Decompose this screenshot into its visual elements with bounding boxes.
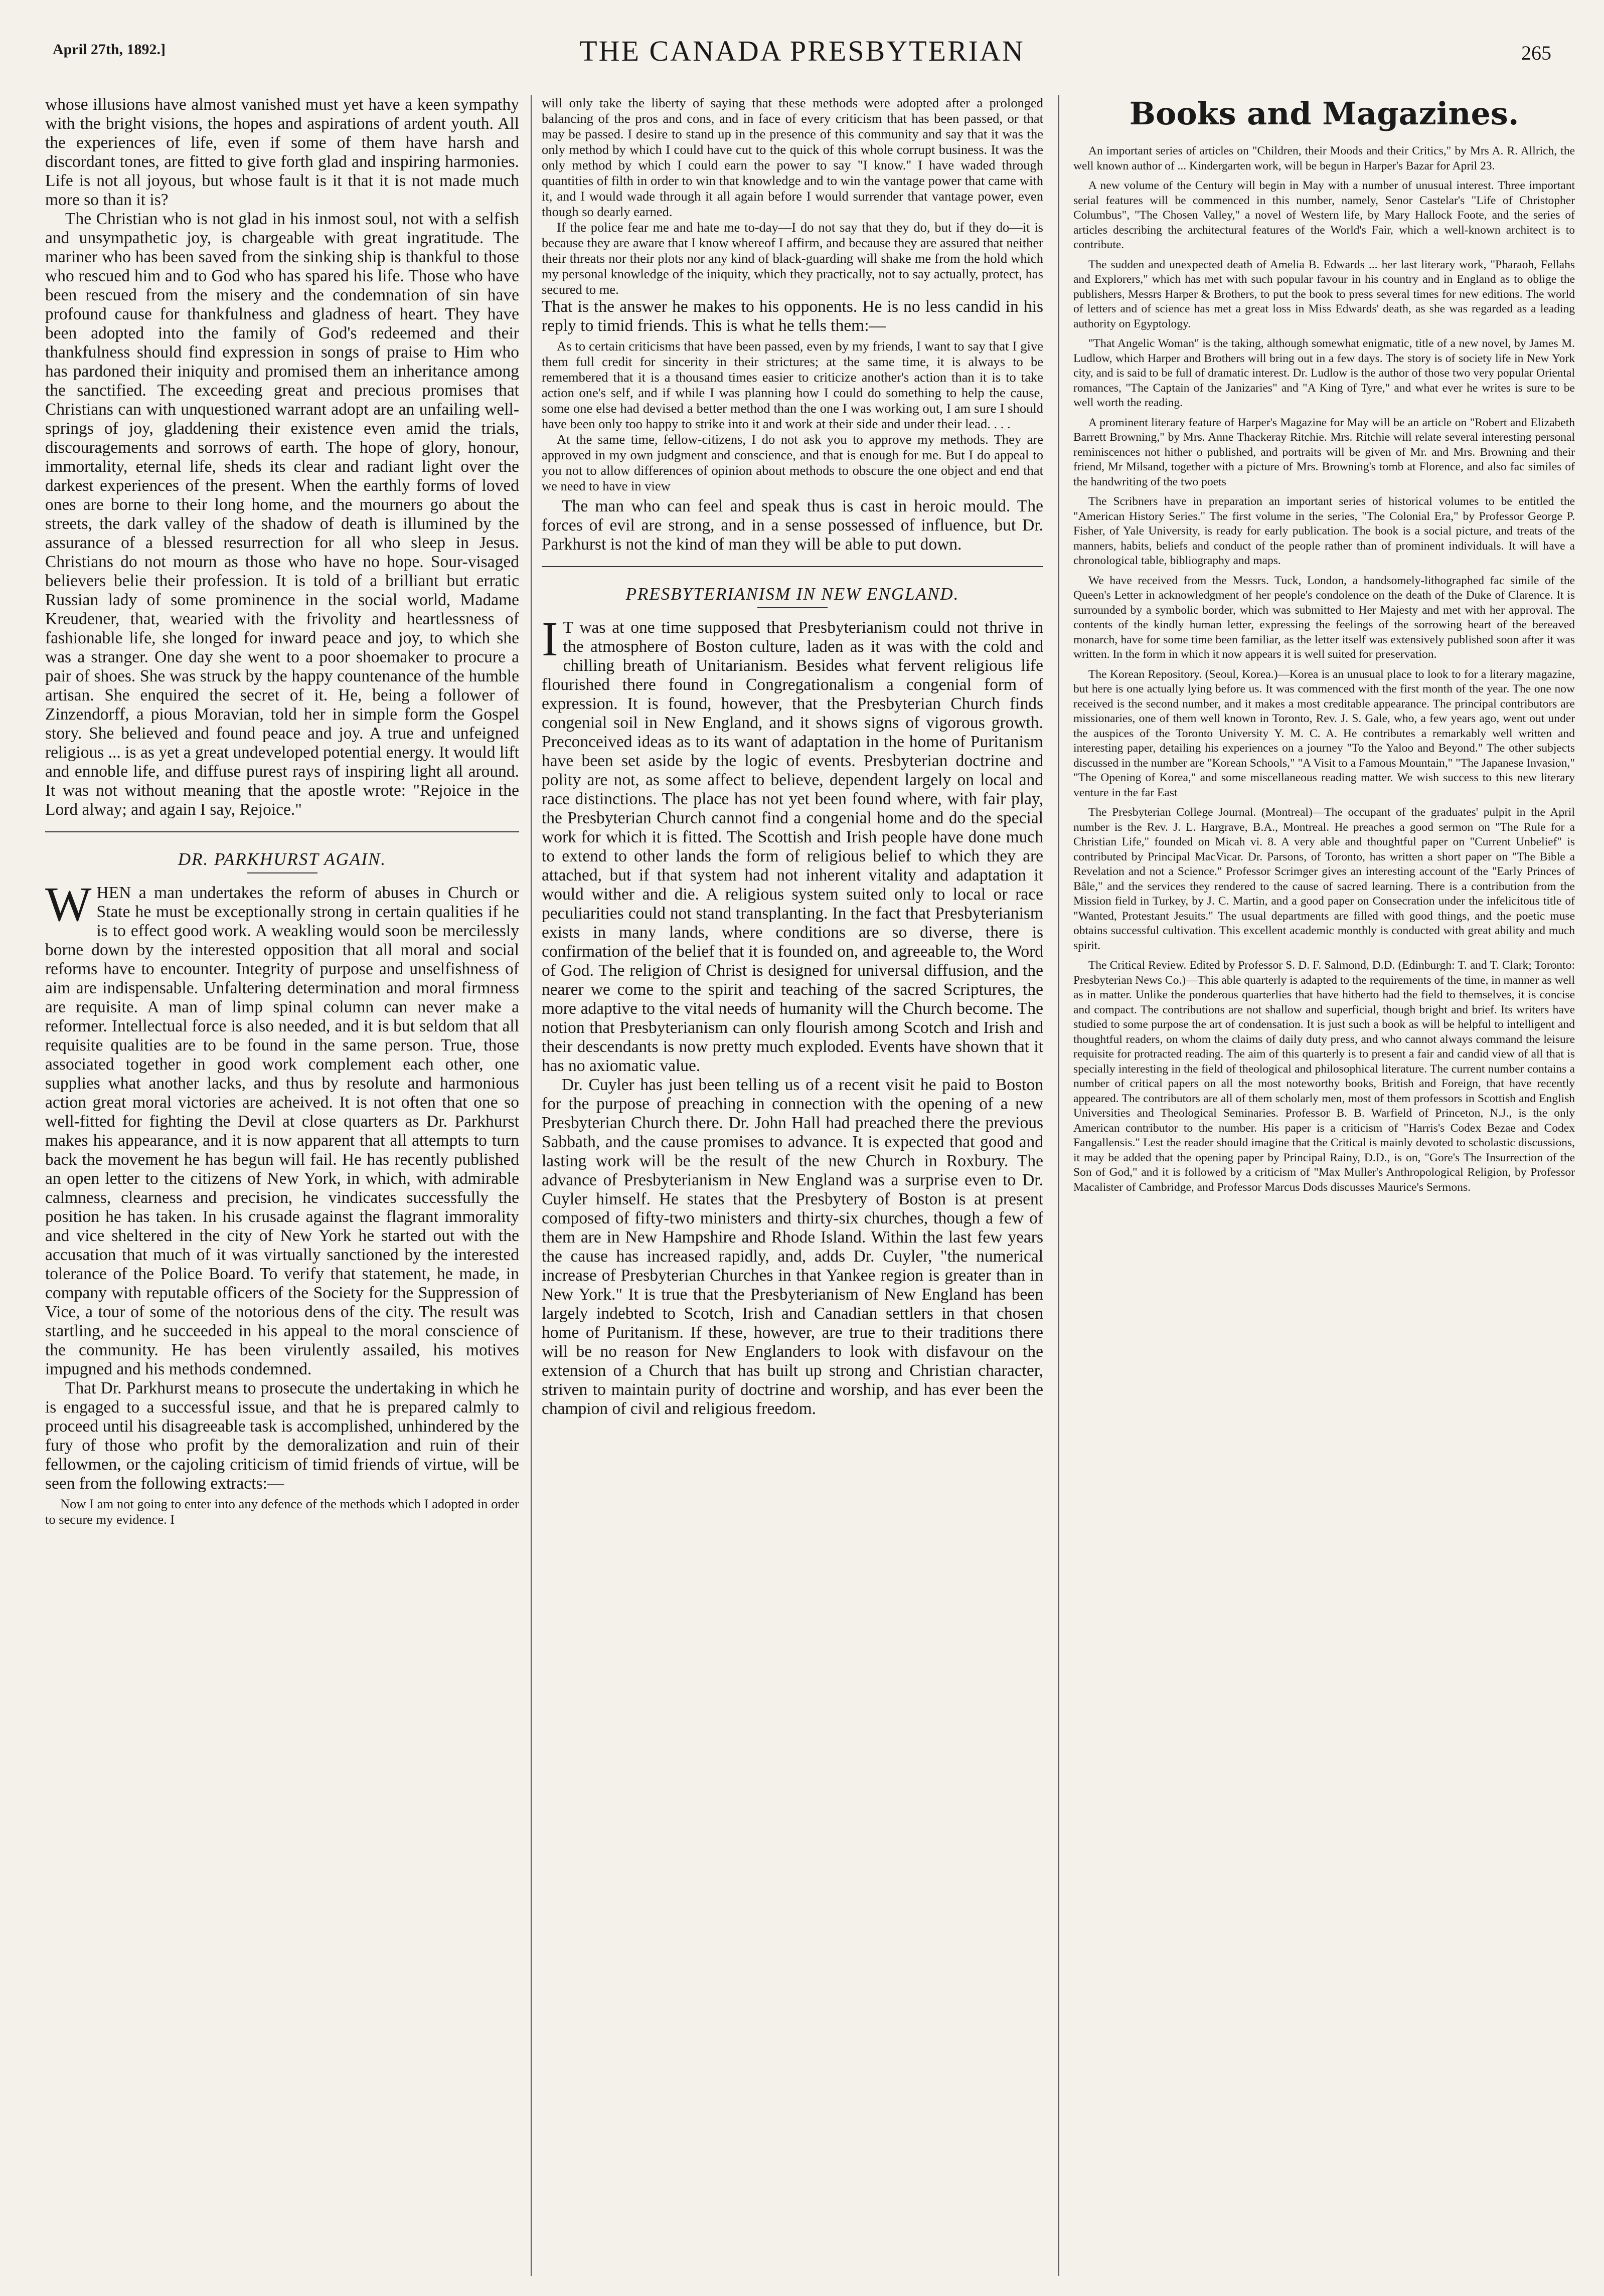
review-item: The Critical Review. Edited by Professor S. D. F. Salmond, D.D. (Edinburgh: T. and T. Clark; Toronto: Presbyterian News Co.)—This able quarterly is adapted to the requirements of the time, in manner as well as in matter. Unlike the ponderous quarterlies that have hitherto had the field to themselves, it is concise and compact. The contributions are not shallow and superficial, though bright and brief. Its writers have studied to some purpose the art of condensation. It is just such a book as will be helpful to intelligent and thoughtful readers, on whom the claims of daily duty press, and who cannot always command the leisure requisite for protracted reading. The aim of this quarterly is to present a fair and candid view of all that is specially interesting in the field of theological and philosophical literature. The current number contains a number of critical papers on all the most noteworthy books, British and Foreign, that have recently appeared. The contributors are all of them scholarly men, most of them professors in Scottish and English Universities and Theological Seminaries. Professor B. B. Warfield of Princeton, N.J., is the only American contributor to the number. His paper is a criticism of "Harris's Codex Bezae and Codex Fangallensis." Lest the reader should imagine that the Critical is mainly devoted to scholastic discussions, it may be added that the opening paper by Principal Rainy, D.D., is on, "Gore's The Insurrection of the Son of God," and it is followed by a criticism of "Max Muller's Anthropological Religion, by Professor Macalister of Cambridge, and Professor Marcus Dods discusses Maurice's Sermons. <box>1073 959 1575 1194</box>
section-heading: DR. PARKHURST AGAIN. <box>178 849 387 869</box>
article-paragraph: Dr. Cuyler has just been telling us of a recent visit he paid to Boston for the purpose of preaching in connection with the opening of a new Presbyterian Church there. Dr. John Hall had preached there the previous Sabbath, and the cause promises to advance. It is expected that good and lasting work will be the result of the new Church in Roxbury. The advance of Presbyterianism in New England was a surprise even to Dr. Cuyler himself. He states that the Presbytery of Boston is at present composed of fifty-two ministers and thirty-six churches, though a few of them are in New Hampshire and Rhode Island. Within the last few years the cause has increased rapidly, and, adds Dr. Cuyler, "the numerical increase of Presbyterian Churches in that Yankee region is greater than in New York." It is true that the Presbyterianism of New England has been largely indebted to Scotch, Irish and Canadian settlers in that chosen home of Puritanism. If these, however, are true to their traditions there will be no reason for New Englanders to look with disfavour on the extension of a Church that has built up strong and Christian character, striven to maintain purity of doctrine and worship, and has ever been the champion of civil and religious freedom. <box>542 1076 1043 1418</box>
page-number: 265 <box>1521 42 1551 64</box>
review-item: We have received from the Messrs. Tuck, London, a handsomely-lithographed fac simile of the Queen's Letter in acknowledgment of her people's condolence on the death of the Duke of Clarence. It is surrounded by a symbolic border, which was submitted to Her Majesty and met with her approval. The contents of the kindly human letter, expressing the feelings of the sorrowing heart of the bereaved monarch, have for some time been familiar, as the letter itself was extensively published soon after it was written. In the form in which it now appears it is well suited for preservation. <box>1073 574 1575 661</box>
quote-paragraph: If the police fear me and hate me to-day—I do not say that they do, but if they do—it is because they are aware that I know whereof I affirm, and because they are assured that neither their threats nor their plots nor any kind of black-guarding will shake me from the hold which my personal knowledge of the iniquity, which they practically, not to say actually, protect, has secured to me. <box>542 220 1043 297</box>
column-divider <box>1058 95 1059 2276</box>
joy-article <box>45 95 519 819</box>
article-body <box>542 297 1043 335</box>
presbyterianism-article <box>542 612 1043 1419</box>
column-divider <box>531 95 532 2276</box>
column-right <box>1073 95 1575 1200</box>
quote-paragraph: At the same time, fellow-citizens, I do not ask you to approve my methods. They are approved in my own judgment and conscience, and that is enough for me. But I do appeal to you not to allow differences of opinion about methods to obscure the one object and end that we need to have in view <box>542 432 1043 493</box>
quote-paragraph: As to certain criticisms that have been passed, even by my friends, I want to say that I give them full credit for sincerity in their strictures; at the same time, it is always to be remembered that it is a thousand times easier to criticize another's action than it is to take action one's self, and if while I was planning how I could do something to help the cause, some one else had devised a better method than the one I was working out, I am sure I should have been only too happy to strike into it and work at their side and under their lead. . . . <box>542 338 1043 431</box>
page-header <box>48 30 1556 70</box>
review-item: The sudden and unexpected death of Amelia B. Edwards ... her last literary work, "Pharaoh, Fellahs and Explorers," which has met with such popular favour in his country and in England as to oblige the publishers, Messrs Harper & Brothers, to put the book to press several times for new editions. The world of letters and of science has met a great loss in Miss Edwards' death, as she was regarded as a leading authority on Egyptology. <box>1073 258 1575 330</box>
review-item: "That Angelic Woman" is the taking, although somewhat enigmatic, title of a new novel, by James M. Ludlow, which Harper and Brothers will bring out in a few days. The story is of society life in New York city, and is said to be full of dramatic interest. Dr. Ludlow is the author of those two very popular Oriental romances, "The Captain of the Janizaries" and "A King of Tyre," and what ever he writes is sure to be well worth the reading. <box>1073 337 1575 409</box>
quoted-extract <box>45 1496 519 1527</box>
drop-cap: W <box>45 877 92 932</box>
column-middle <box>542 95 1043 1419</box>
review-item: A new volume of the Century will begin in May with a number of unusual interest. Three important serial features will be commenced in this number, namely, Senor Castelar's "Life of Christopher Columbus", "The Chosen Valley," a novel of Western life, by Mary Hallock Foote, and the series of articles describing the architectural features of the World's Fair, which a well-known architect is to contribute. <box>1073 179 1575 251</box>
article-paragraph: The man who can feel and speak thus is cast in heroic mould. The forces of evil are strong, and in a sense possessed of influence, but Dr. Parkhurst is not the kind of man they will be able to put down. <box>542 497 1043 554</box>
article-paragraph: I T was at one time supposed that Presbyterianism could not thrive in the atmosphere of Boston culture, laden as it was with the cold and chilling breath of Unitarianism. Besides what fervent religious life flourished there found in Congregationalism a congenial form of expression. It is found, however, that the Presbyterian Church finds congenial soil in New England, and it shows signs of vigorous growth. Preconceived ideas as to its want of adaptation in the home of Puritanism have been set aside by the logic of events. Presbyterian doctrine and polity are not, as some affect to believe, dependent largely on local and race distinctions. The place has not yet been found where, with fair play, the Presbyterian Church cannot find a congenial home and do the special work for which it is fitted. The Scottish and Irish people have done much to extend to other lands the form of religious belief to which they are attached, but if that system had not inherent vitality and adaptation it would wither and die. A religious system suited only to local or race peculiarities could not stand transplanting. In the fact that Presbyterianism exists in many lands, where conditions are so diverse, there is confirmation of the belief that it is founded on, and agreeable to, the Word of God. The religion of Christ is designed for universal diffusion, and the nearer we come to the spirit and teaching of the sacred Scriptures, the more adaptive to the vital needs of humanity will the Church become. The notion that Presbyterianism can only flourish among Scotch and Irish and their descendants is now pretty much exploded. Events have shown that it has no axiomatic value. <box>542 612 1043 1075</box>
review-item: The Scribners have in preparation an important series of historical volumes to be entitled the "American History Series." The first volume in the series, "The Colonial Era," by Professor George P. Fisher, of Yale University, is ready for early publication. The book is a social picture, and treats of the manners, habits, beliefs and conduct of the people rather than of prominent individuals. It will have a chronological table, bibliography and maps. <box>1073 495 1575 567</box>
review-item: The Korean Repository. (Seoul, Korea.)—Korea is an unusual place to look to for a literary magazine, but here is one actually lying before us. It was commenced with the first month of the year. The one now received is the second number, and it makes a most creditable appearance. The principal contributors are missionaries, one of them well known in Toronto, Rev. J. S. Gale, who, a few years ago, went out under the auspices of the Toronto University Y. M. C. A. He contributes a remarkably well written and interesting paper, detailing his experiences on a journey "To the Yaloo and Beyond." The other subjects discussed in the number are "Korean Schools," "A Visit to a Famous Mountain," "The Japanese Invasion," "The Opening of Korea," and some miscellaneous reading matter. We wish success to this new literary venture in the far East <box>1073 667 1575 799</box>
section-rule <box>45 831 519 832</box>
article-body <box>542 497 1043 554</box>
quoted-extract <box>542 338 1043 494</box>
section-rule <box>542 566 1043 567</box>
parkhurst-article <box>45 877 519 1493</box>
section-heading: PRESBYTERIANISM IN NEW ENGLAND. <box>625 584 959 604</box>
article-paragraph: The Christian who is not glad in his inmost soul, not with a selfish and unsympathetic joy, is chargeable with great ingratitude. The mariner who has been saved from the sinking ship is thankful to those who rescued him and to God who has spared his life. Those who have been rescued from the misery and the condemnation of sin have profound cause for thankfulness and gladness of heart. They have been adopted into the family of God's redeemed and their thankfulness should find expression in songs of praise to Him who has pardoned their iniquity and promised them an inheritance among the sanctified. The exceeding great and precious promises that Christians can with unquestioned warrant adopt are an unfailing well-springs of joy, gladdening their existence even amid the trials, discouragements and sorrows of earth. The hope of glory, honour, immortality, eternal life, sheds its clear and radiant light over the darkest experiences of the present. When the earthly forms of loved ones are borne to their long home, and the mourners go about the streets, the dark valley of the shadow of death is illumined by the assurance of a blessed resurrection for all who sleep in Jesus. Christians do not mourn as those who have no hope. Sour-visaged believers belie their profession. It is told of a brilliant but erratic Russian lady of some prominence in the social world, Madame Kreudener, that, wearied with the frivolity and heartlessness of fashionable life, she longed for inward peace and joy, to which she was a stranger. One day she went to a poor shoemaker to procure a pair of shoes. She was struck by the happy countenance of the humble artisan. She enquired the secret of it. He, being a follower of Zinzendorff, a pious Moravian, told her in simple form the Gospel story. She believed and found peace and joy. A true and unfeigned religious ... is as yet a great undeveloped potential energy. It would lift and ennoble life, and diffuse purest rays of inspiring light all around. It was not without meaning that the apostle wrote: "Rejoice in the Lord alway; and again I say, Rejoice." <box>45 210 519 819</box>
newspaper-title: THE CANADA PRESBYTERIAN <box>579 35 1025 67</box>
reviews-list <box>1073 144 1575 1195</box>
heading-rule <box>247 872 317 873</box>
article-paragraph: whose illusions have almost vanished must yet have a keen sympathy with the bright visions, the hopes and aspirations of ardent youth. All the experiences of life, even if some of them have harsh and discordant tones, are fitted to give forth glad and inspiring harmonies. Life is not all joyous, but whose fault is it that it is not made much more so than it is? <box>45 95 519 209</box>
review-item: The Presbyterian College Journal. (Montreal)—The occupant of the graduates' pulpit in the April number is the Rev. J. L. Hargrave, B.A., Montreal. He preaches a good sermon on "The Rule for a Christian Life," founded on Micah vi. 8. A very able and thoughtful paper on "Current Unbelief" is contributed by Principal MacVicar. Dr. Parsons, of Toronto, has written a short paper on "The Bible a Revelation and not a Science." Professor Scrimger gives an interesting account of the "Early Princes of Bâle," and the services they rendered to the cause of sacred learning. There is a contribution from the Mission field in Turkey, by J. C. Martin, and a good paper on Consecration under the infelicitous title of "Wanted, Protestant Jesuits." The usual departments are filled with good things, and the poetic muse obtains successful cultivation. This excellent academic monthly is conducted with great ability and much spirit. <box>1073 806 1575 952</box>
review-item: An important series of articles on "Children, their Moods and their Critics," by Mrs A. R. Allrich, the well known author of ... Kindergarten work, will be begun in Harper's Bazar for April 23. <box>1073 144 1575 172</box>
review-item: A prominent literary feature of Harper's Magazine for May will be an article on "Robert and Elizabeth Barrett Browning," by Mrs. Anne Thackeray Ritchie. Mrs. Ritchie will relate several interesting personal reminiscences not hither o published, and portraits will be given of Mr. and Mrs. Browning and their friend, Mr Milsand, together with a picture of Mrs. Browning's tomb at Florence, and also fac similes of the handwriting of the two poets <box>1073 416 1575 488</box>
article-paragraph: That is the answer he makes to his opponents. He is no less candid in his reply to timid friends. This is what he tells them:— <box>542 297 1043 335</box>
quote-paragraph: Now I am not going to enter into any defence of the methods which I adopted in order to secure my evidence. I <box>45 1496 519 1527</box>
drop-cap: I <box>542 612 558 666</box>
article-paragraph: WHEN a man undertakes the reform of abuses in Church or State he must be exceptionally strong in certain qualities if he is to effect good work. A weakling would soon be mercilessly borne down by the interested opposition that all moral and social reforms have to encounter. Integrity of purpose and unselfishness of aim are indispensable. Unfaltering determination and moral firmness are requisite. A man of limp spinal column can never make a reformer. Intellectual force is also needed, and it is but seldom that all requisite qualities are to be found in the same person. True, those associated together in good work complement each other, one supplies what another lacks, and thus by resolute and harmonious action great moral victories are acheived. It is not often that one so well-fitted for fighting the Devil at close quarters as Dr. Parkhurst makes his appearance, and it is now apparent that all attempts to turn back the movement he has begun will fail. He has recently published an open letter to the citizens of New York, in which, with admirable calmness, clearness and precision, he vindicates successfully the position he has taken. In his crusade against the flagrant immorality and vice sheltered in the city of New York he started out with the accusation that much of it was virtually sanctioned by the interested tolerance of the Police Board. To verify that statement, he made, in company with reputable officers of the Society for the Suppression of Vice, a tour of some of the notorious dens of the city. The result was startling, and he succeeded in his appeal to the moral conscience of the community. He has been virulently assailed, his motives impugned and his methods condemned. <box>45 877 519 1378</box>
issue-date: April 27th, 1892.] <box>53 41 166 58</box>
quote-paragraph: will only take the liberty of saying that these methods were adopted after a prolonged balancing of the pros and cons, and in face of every criticism that has been passed, or that may be passed. I desire to stand up in the presence of this community and say that it was the only method by which I could have cut to the quick of this whole corrupt business. It was the only method by which I could earn the power to say "I know." I have waded through quantities of filth in order to win that knowledge and to win the vantage power that came with it, and I would wade through it all again before I would surrender that vantage power, even though so dearly earned. <box>542 95 1043 219</box>
quoted-extract <box>542 95 1043 297</box>
article-paragraph: That Dr. Parkhurst means to prosecute the undertaking in which he is engaged to a successful issue, and that he is prepared calmly to proceed until his disagreeable task is accomplished, unhindered by the fury of those who profit by the demoralization and ruin of their fellowmen, or the cajoling criticism of timid friends of virtue, will be seen from the following extracts:— <box>45 1379 519 1493</box>
section-masthead: Books and Magazines. <box>1129 95 1519 132</box>
heading-rule <box>757 607 828 608</box>
column-left <box>45 95 519 1527</box>
